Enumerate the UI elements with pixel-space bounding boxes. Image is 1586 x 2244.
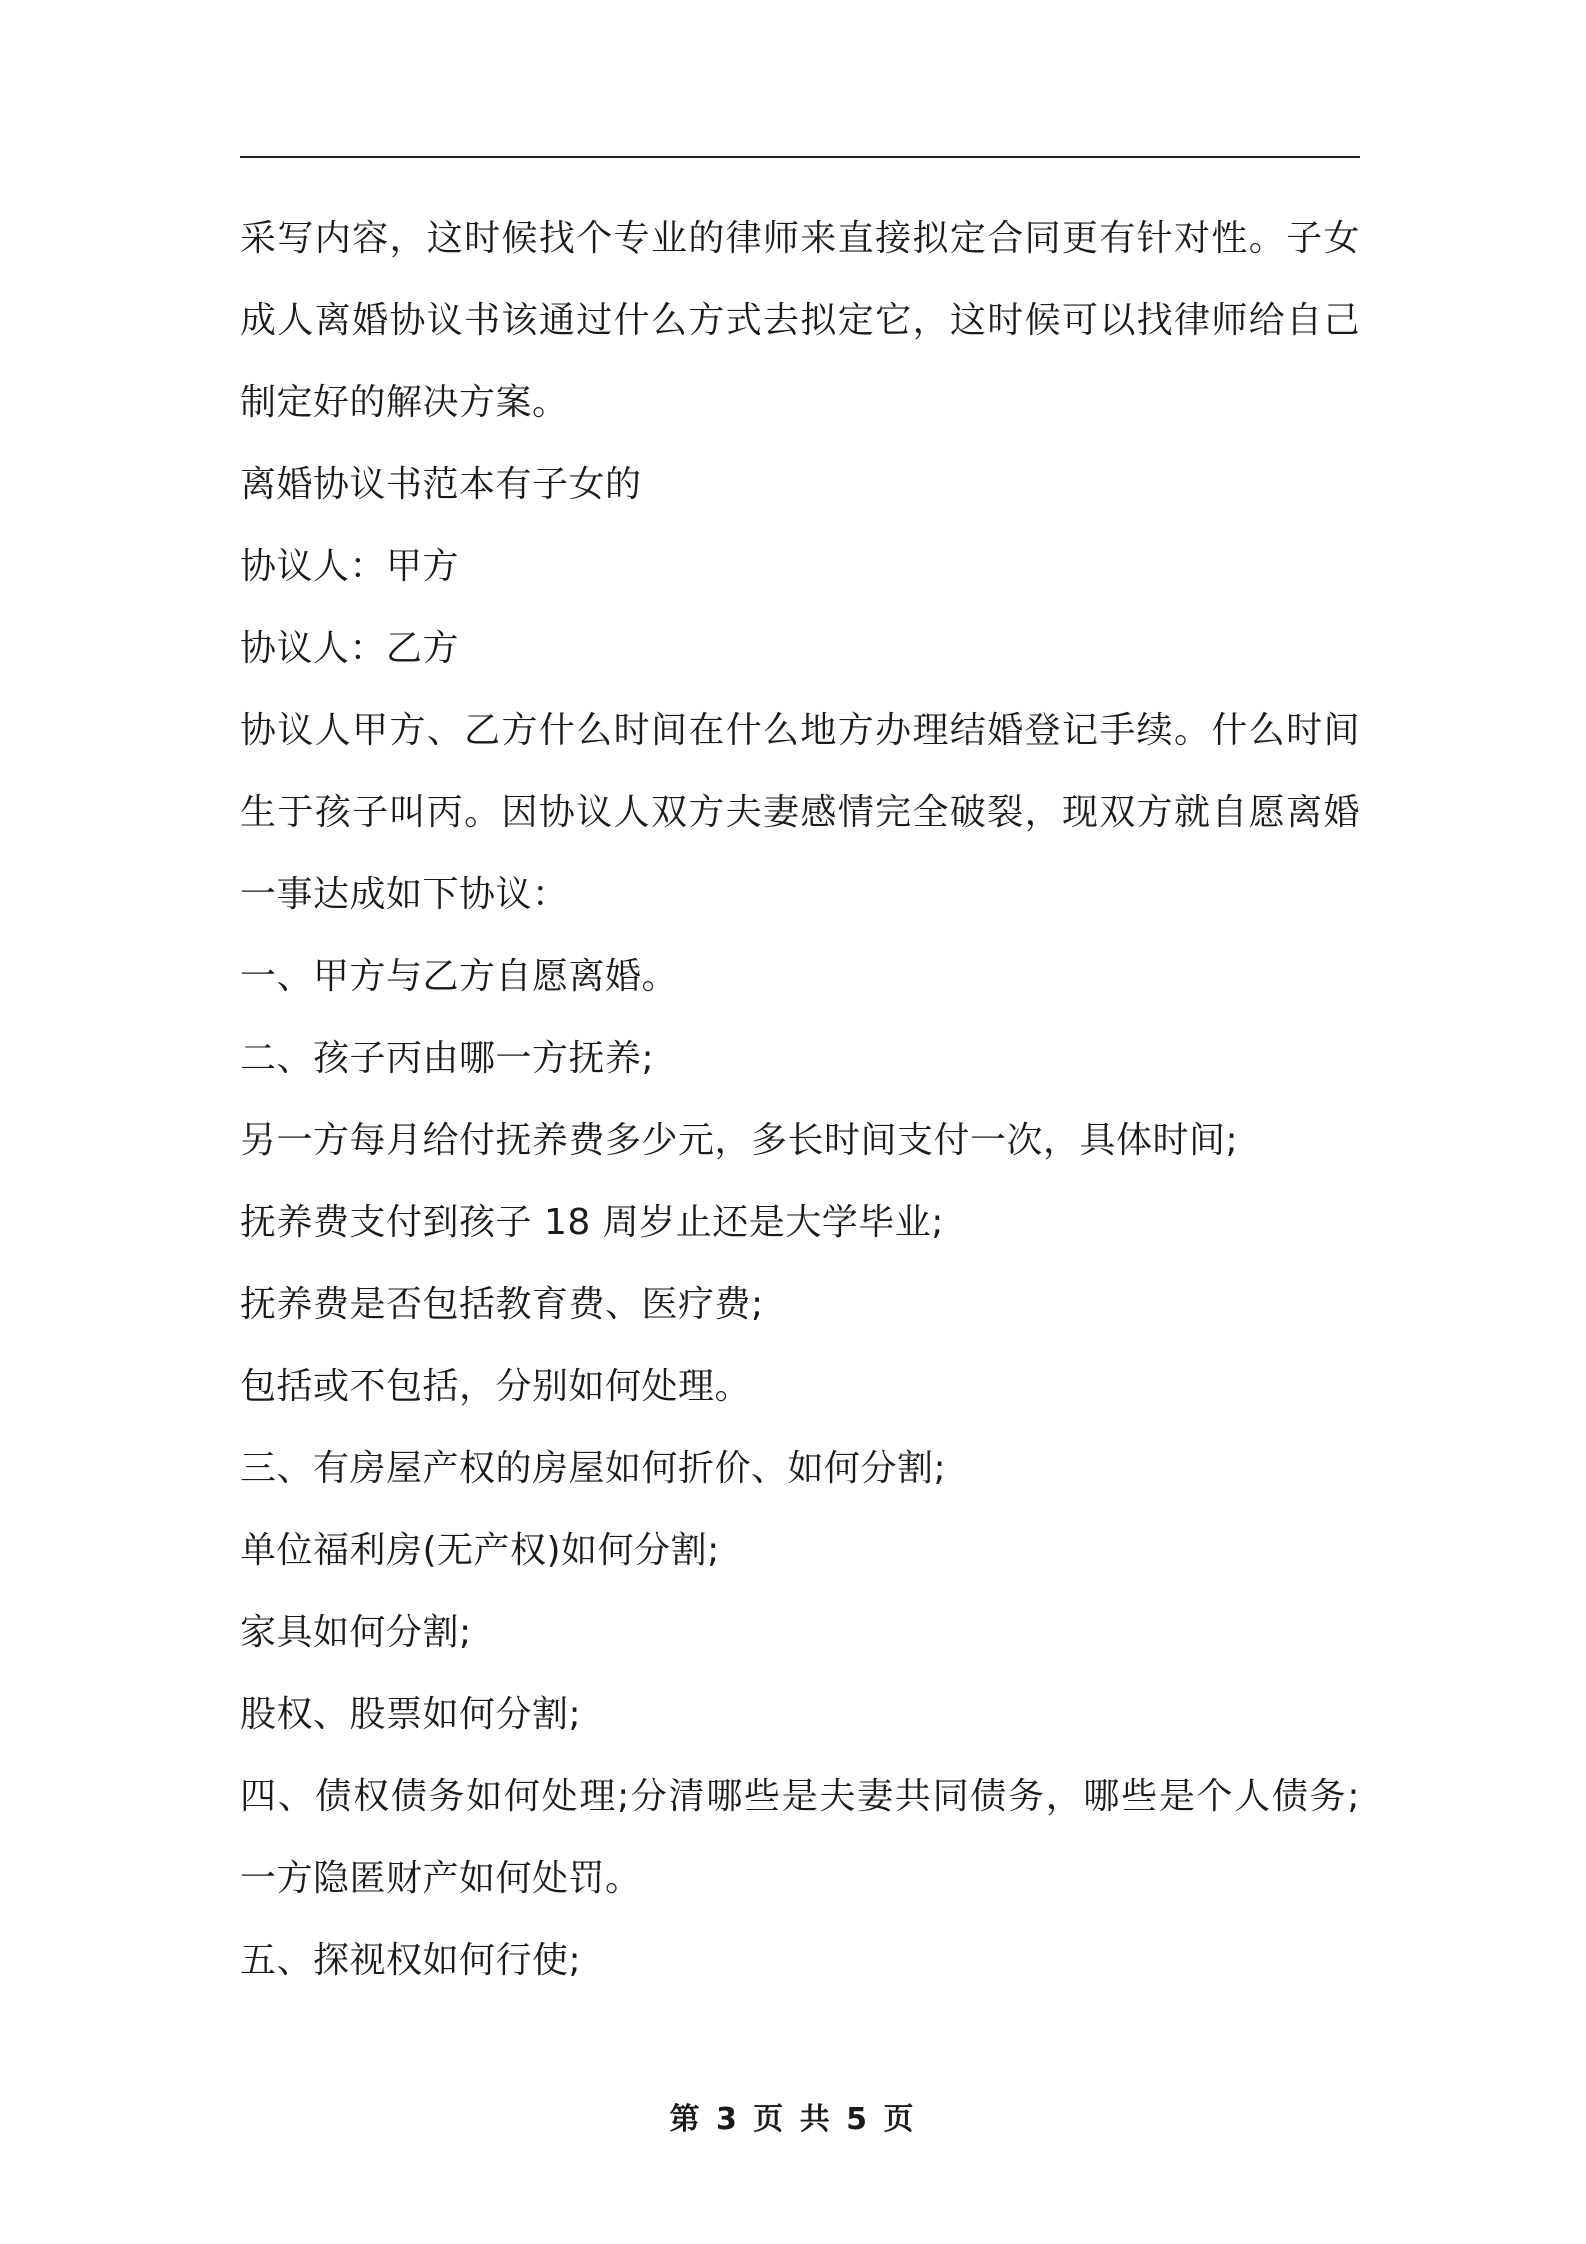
paragraph-clause-1: 一、甲方与乙方自愿离婚。 [240, 956, 679, 997]
paragraph-clause-2-handling: 包括或不包括，分别如何处理。 [240, 1366, 752, 1407]
paragraph-title: 离婚协议书范本有子女的 [240, 464, 642, 505]
paragraph-clause-2-payment: 另一方每月给付抚养费多少元，多长时间支付一次，具体时间; [240, 1120, 1239, 1161]
paragraph-clause-3-equity: 股权、股票如何分割; [240, 1694, 582, 1735]
paragraph-clause-2-duration: 抚养费支付到孩子 18 周岁止还是大学毕业; [240, 1202, 944, 1243]
paragraph-clause-3-welfare-housing: 单位福利房(无产权)如何分割; [240, 1530, 720, 1571]
paragraph-clause-5: 五、探视权如何行使; [240, 1940, 582, 1981]
paragraph-intro: 采写内容，这时候找个专业的律师来直接拟定合同更有针对性。子女成人离婚协议书该通过什么方式去拟定它，这时候可以找律师给自己制定好的解决方案。 [240, 218, 1360, 423]
paragraph-preamble: 协议人甲方、乙方什么时间在什么地方办理结婚登记手续。什么时间生于孩子叫丙。因协议人双方夫妻感情完全破裂，现双方就自愿离婚一事达成如下协议： [240, 710, 1360, 915]
paragraph-party-b: 协议人：乙方 [240, 628, 460, 669]
header-divider [240, 156, 1360, 158]
paragraph-clause-3-furniture: 家具如何分割; [240, 1612, 472, 1653]
paragraph-clause-2: 二、孩子丙由哪一方抚养; [240, 1038, 655, 1079]
paragraph-clause-3: 三、有房屋产权的房屋如何折价、如何分割; [240, 1448, 947, 1489]
paragraph-clause-2-scope: 抚养费是否包括教育费、医疗费; [240, 1284, 764, 1325]
page-number: 第 3 页 共 5 页 [669, 2102, 917, 2137]
document-body [240, 198, 1360, 2002]
paragraph-clause-4: 四、债权债务如何处理;分清哪些是夫妻共同债务，哪些是个人债务;一方隐匿财产如何处罚。 [240, 1776, 1360, 1899]
paragraph-party-a: 协议人：甲方 [240, 546, 460, 587]
